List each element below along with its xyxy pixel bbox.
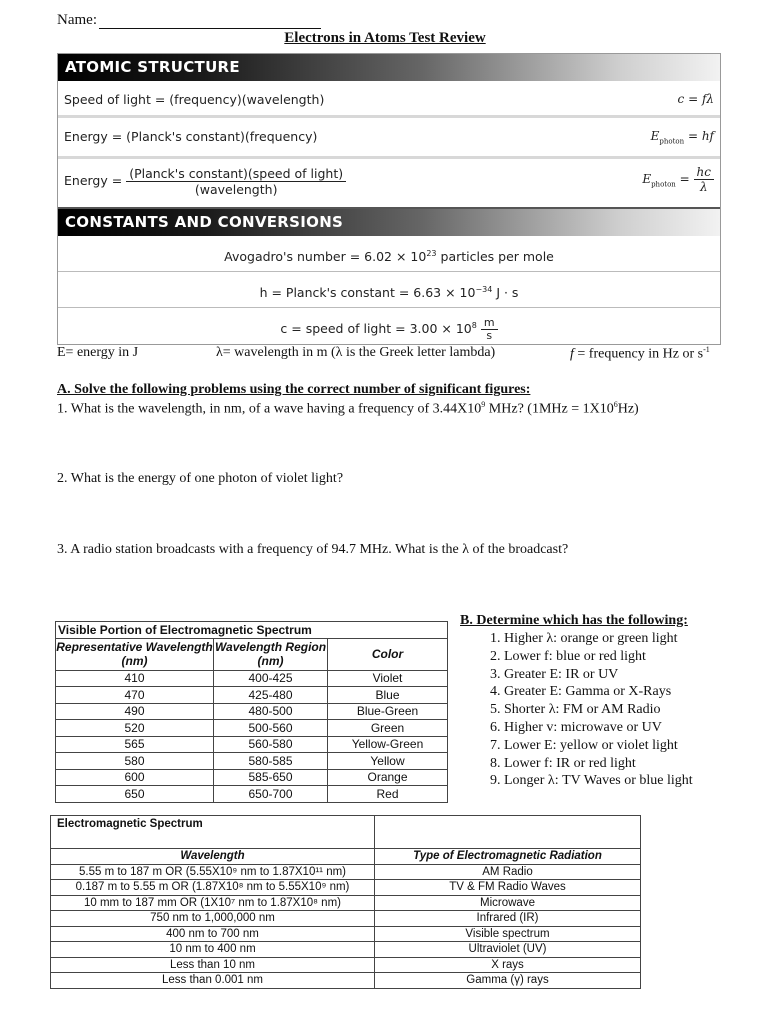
speed-formula-symbol: c = fλ <box>677 92 714 106</box>
table-row: 10 mm to 187 mm OR (1X10⁷ nm to 1.87X10⁸ nm) Microwave <box>51 895 641 911</box>
constant-avogadro: Avogadro's number = $6.02 \times 10^{23}$ particles per mole <box>58 236 720 272</box>
formula-reference-box <box>57 53 721 345</box>
em-table-header: Wavelength <box>51 849 375 865</box>
name-label: Name: <box>57 12 97 28</box>
list-item: 5. Shorter λ: FM or AM Radio <box>504 701 693 719</box>
section-b-list <box>460 630 693 790</box>
table-row: 5.55 m to 187 m OR (5.55X10⁹ nm to 1.87X10¹¹ nm) AM Radio <box>51 864 641 880</box>
list-item: 4. Greater E: Gamma or X-Rays <box>504 683 693 701</box>
table-row: Less than 0.001 nm Gamma (γ) rays <box>51 973 641 989</box>
constant-planck: h = Planck's constant = $6.63 \times 10^{-34}$ J · s <box>58 272 720 308</box>
constant-speed-of-light: c = speed of light = $3.00 \times 10^8$ $\frac{m}{s}$ <box>58 308 720 344</box>
question-1: 1. What is the wavelength, in nm, of a wave having a frequency of $3.44X10^9$ MHz? $(1MHz = 1X10^6Hz)$ <box>57 400 639 417</box>
page-title: Electrons in Atoms Test Review <box>284 30 486 46</box>
list-item: 1. Higher λ: orange or green light <box>504 630 693 648</box>
section-a-heading: A. Solve the following problems using the correct number of significant figures: <box>57 382 531 397</box>
table-row: 580 580-585 Yellow <box>56 753 448 770</box>
visible-table-header: Color <box>328 638 448 670</box>
list-item: 9. Longer λ: TV Waves or blue light <box>504 772 693 790</box>
table-row: 470 425-480 Blue <box>56 687 448 704</box>
constants-heading: CONSTANTS AND CONVERSIONS <box>58 209 720 236</box>
em-table-header: Type of Electromagnetic Radiation <box>375 849 641 865</box>
atomic-structure-heading: ATOMIC STRUCTURE <box>58 54 720 81</box>
formula-row-energy-frequency <box>58 118 720 159</box>
table-row: 600 585-650 Orange <box>56 769 448 786</box>
em-spectrum-table <box>50 815 641 989</box>
name-blank-line[interactable] <box>99 14 321 29</box>
energy-frequency-symbol: $E_{photon}$ = hf <box>650 129 714 146</box>
energy-wavelength-label: Energy = $\frac{\text{(Planck's constant)(speed of light)}}{\text{(wavelength)}}$ <box>64 166 346 197</box>
list-item: 2. Lower f: blue or red light <box>504 648 693 666</box>
list-item: 3. Greater E: IR or UV <box>504 666 693 684</box>
energy-frequency-label: Energy = (Planck's constant)(frequency) <box>64 129 318 144</box>
question-2: 2. What is the energy of one photon of violet light? <box>57 471 344 486</box>
legend-energy: E= energy in J <box>57 345 139 360</box>
section-b <box>460 613 693 790</box>
energy-wavelength-symbol: $E_{photon}$ = $\frac{hc}{\lambda}$ <box>642 165 714 194</box>
table-row: 410 400-425 Violet <box>56 670 448 687</box>
visible-table-header: Representative Wavelength (nm) <box>56 640 213 668</box>
table-row: 490 480-500 Blue-Green <box>56 703 448 720</box>
formula-row-energy-wavelength <box>58 159 720 209</box>
question-3: 3. A radio station broadcasts with a frequency of 94.7 MHz. What is the λ of the broadcast? <box>57 542 569 557</box>
table-row: 10 nm to 400 nm Ultraviolet (UV) <box>51 942 641 958</box>
visible-table-caption: Visible Portion of Electromagnetic Spectrum <box>56 622 448 639</box>
table-row: 750 nm to 1,000,000 nm Infrared (IR) <box>51 911 641 927</box>
section-b-heading: B. Determine which has the following: <box>460 613 688 628</box>
em-table-caption: Electromagnetic Spectrum <box>51 816 375 849</box>
table-row: Less than 10 nm X rays <box>51 957 641 973</box>
table-row: 520 500-560 Green <box>56 720 448 737</box>
legend-wavelength: λ= wavelength in m (λ is the Greek letter lambda) <box>216 345 496 360</box>
visible-spectrum-table <box>55 621 448 803</box>
table-row: 0.187 m to 5.55 m OR (1.87X10⁸ nm to 5.55X10⁹ nm) TV & FM Radio Waves <box>51 880 641 896</box>
table-row: 400 nm to 700 nm Visible spectrum <box>51 926 641 942</box>
visible-table-header: Wavelength Region (nm) <box>214 640 327 668</box>
name-field <box>57 12 321 29</box>
table-row: 650 650-700 Red <box>56 786 448 803</box>
formula-row-speed <box>58 81 720 118</box>
legend-frequency: f = frequency in Hz or $s^{-1}$ <box>570 345 710 362</box>
list-item: 7. Lower E: yellow or violet light <box>504 737 693 755</box>
list-item: 6. Higher v: microwave or UV <box>504 719 693 737</box>
speed-formula-label: Speed of light = (frequency)(wavelength) <box>64 92 325 107</box>
table-row: 565 560-580 Yellow-Green <box>56 736 448 753</box>
list-item: 8. Lower f: IR or red light <box>504 755 693 773</box>
